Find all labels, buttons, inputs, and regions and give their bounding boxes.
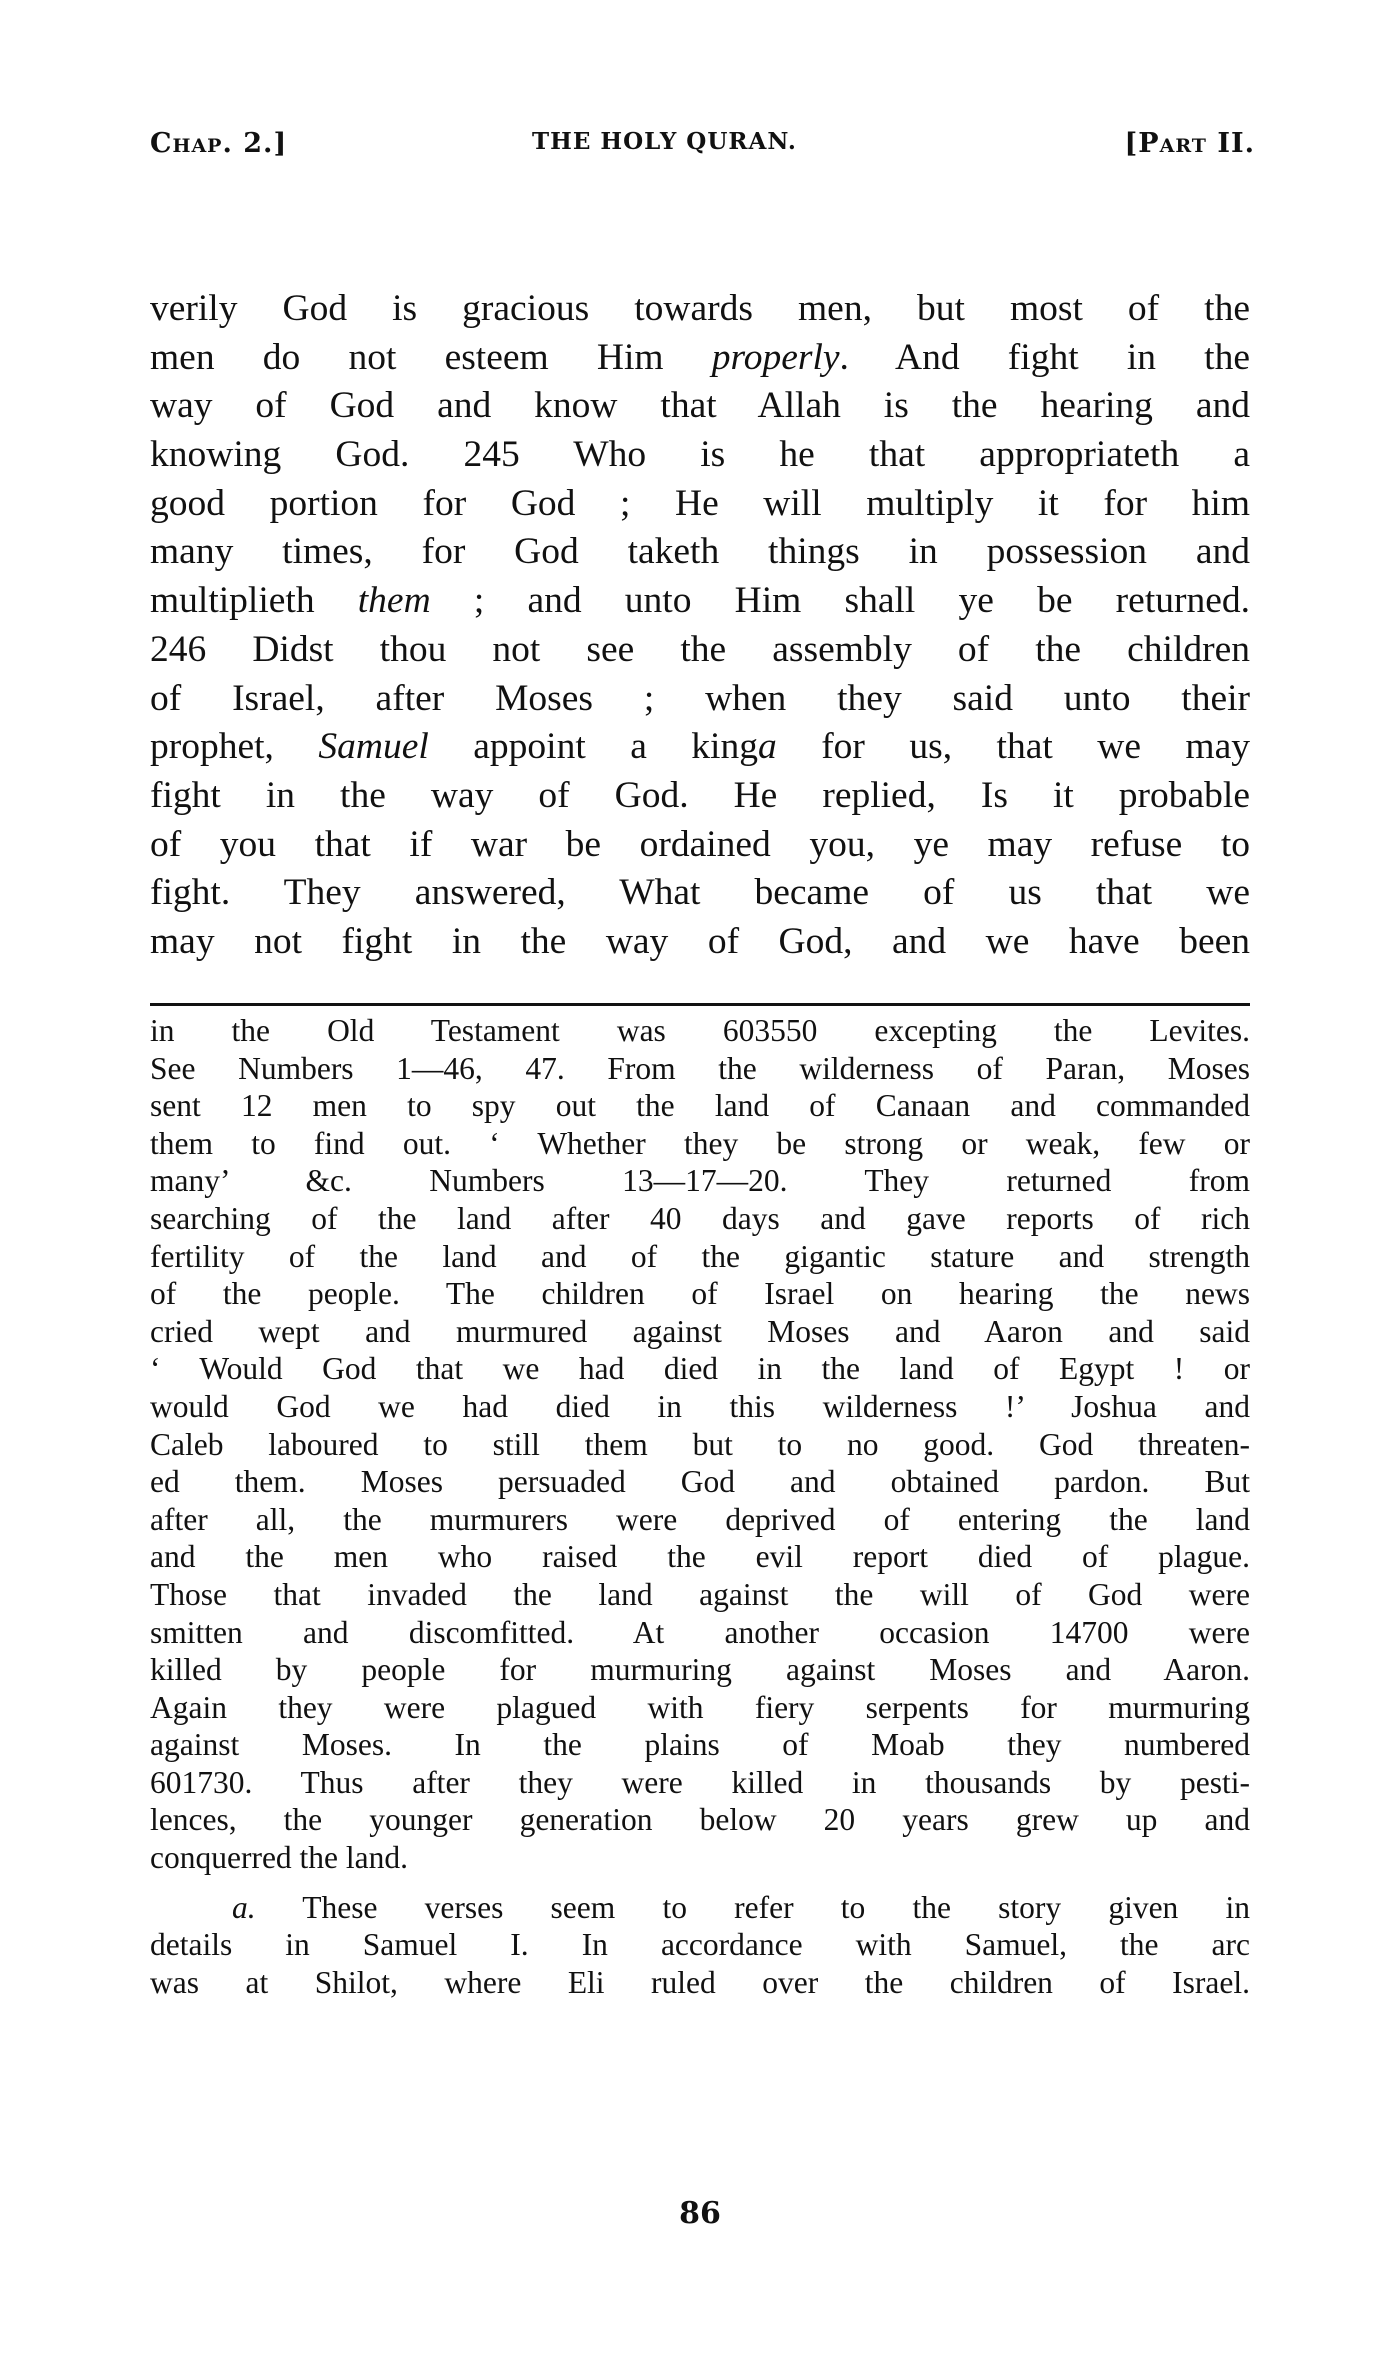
- footnote-continued: [150, 1012, 1250, 1877]
- page-number: 86: [679, 2196, 721, 2231]
- text-line: way of God and know that Allah is the hearing and: [150, 385, 1250, 427]
- text-span: for us, that we may: [776, 726, 1250, 768]
- text-line: [150, 334, 1250, 383]
- footnote-divider: [150, 1003, 1250, 1006]
- footnotes: [150, 1012, 1250, 2001]
- footnote-line: See Numbers 1—46, 47. From the wilderness of Paran, Moses: [150, 1050, 1250, 1086]
- text-span: men do not esteem Him: [150, 336, 712, 378]
- footnote-line: and the men who raised the evil report died of plague.: [150, 1539, 1250, 1575]
- footnote-marker: a.: [232, 1889, 256, 1925]
- chapter-label: Chap. 2.]: [150, 128, 288, 159]
- footnote-line: would God we had died in this wilderness !’ Joshua and: [150, 1388, 1250, 1424]
- footnote-line: Those that invaded the land against the will of God were: [150, 1576, 1250, 1612]
- footnote-line: against Moses. In the plains of Moab they numbered: [150, 1727, 1250, 1763]
- running-header: [150, 128, 1255, 168]
- footnote-line: lences, the younger generation below 20 years grew up and: [150, 1802, 1250, 1838]
- italic-name: Samuel: [318, 726, 429, 768]
- text-span: These verses seem to refer to the story given in: [255, 1889, 1250, 1925]
- text-line: many times, for God taketh things in possession and: [150, 531, 1250, 573]
- italic-word: them: [357, 580, 431, 622]
- footnote-line: sent 12 men to spy out the land of Canaan and commanded: [150, 1088, 1250, 1124]
- footnote-reference: a: [757, 726, 777, 768]
- text-line: [150, 723, 1250, 772]
- footnote-line: Again they were plagued with fiery serpents for murmuring: [150, 1689, 1250, 1725]
- text-span: prophet,: [150, 726, 319, 768]
- footnote-line: ed them. Moses persuaded God and obtained pardon. But: [150, 1464, 1250, 1500]
- footnote-line: them to find out. ‘ Whether they be strong or weak, few or: [150, 1125, 1250, 1161]
- text-line: fight. They answered, What became of us that we: [150, 872, 1250, 914]
- footnote-line: after all, the murmurers were deprived of entering the land: [150, 1501, 1250, 1537]
- text-span: appoint a king: [428, 726, 758, 768]
- footnote-line: searching of the land after 40 days and gave reports of rich: [150, 1200, 1250, 1236]
- text-line: verily God is gracious towards men, but most of the: [150, 288, 1250, 329]
- footnote-line: of the people. The children of Israel on hearing the news: [150, 1276, 1250, 1312]
- text-line: of you that if war be ordained you, ye may refuse to: [150, 823, 1250, 865]
- footnote-line: ‘ Would God that we had died in the land of Egypt ! or: [150, 1351, 1250, 1387]
- footnote-line: [150, 1889, 1250, 1927]
- text-line: good portion for God ; He will multiply it for him: [150, 482, 1250, 524]
- text-line: knowing God. 245 Who is he that appropriateth a: [150, 434, 1250, 476]
- footnote-line: killed by people for murmuring against Moses and Aaron.: [150, 1652, 1250, 1688]
- footnote-line: many’ &c. Numbers 13—17—20. They returned from: [150, 1163, 1250, 1199]
- footnote-line: smitten and discomfitted. At another occasion 14700 were: [150, 1614, 1250, 1650]
- text-span: . And fight in the: [839, 336, 1250, 378]
- text-line: 246 Didst thou not see the assembly of the children: [150, 628, 1250, 670]
- text-span: ; and unto Him shall ye be returned.: [430, 580, 1250, 622]
- text-span: multiplieth: [150, 580, 358, 622]
- book-title: THE HOLY QURAN.: [532, 128, 797, 155]
- footnote-line: Caleb laboured to still them but to no good. God threaten-: [150, 1426, 1250, 1462]
- part-label: [Part II.: [1124, 128, 1255, 159]
- footnote-line: was at Shilot, where Eli ruled over the children of Israel.: [150, 1964, 1250, 2000]
- footnote-line: in the Old Testament was 603550 excepting the Levites.: [150, 1013, 1250, 1048]
- footnote-line: conquerred the land.: [150, 1840, 409, 1876]
- footnote-line: fertility of the land and of the gigantic stature and strength: [150, 1238, 1250, 1274]
- italic-word: properly: [711, 336, 840, 378]
- footnote-line: 601730. Thus after they were killed in thousands by pesti-: [150, 1764, 1250, 1800]
- text-line: may not fight in the way of God, and we have been: [150, 920, 1250, 962]
- main-text: [150, 285, 1250, 967]
- text-line: of Israel, after Moses ; when they said unto their: [150, 677, 1250, 719]
- footnote-a: [150, 1889, 1250, 2002]
- text-line: fight in the way of God. He replied, Is it probable: [150, 774, 1250, 816]
- footnote-line: details in Samuel I. In accordance with Samuel, the arc: [150, 1927, 1250, 1963]
- footnote-line: cried wept and murmured against Moses and Aaron and said: [150, 1313, 1250, 1349]
- text-line: [150, 577, 1250, 626]
